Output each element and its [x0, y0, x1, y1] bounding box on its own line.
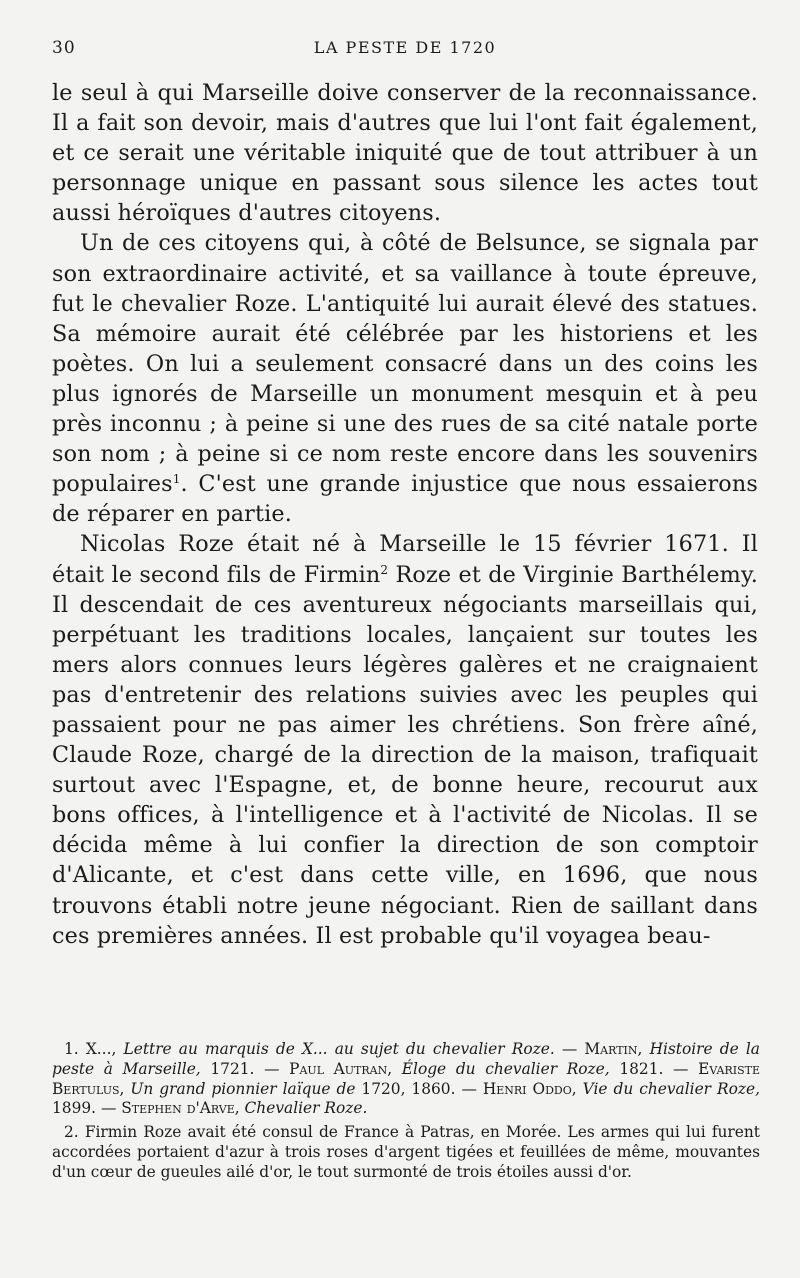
paragraph-2: Un de ces citoyens qui, à côté de Belsunce, se signala par son extraordinaire activité, et sa vaillance à toute épreuve, fut le chevalier Roze. L'antiquité lui aurait élevé des statues. Sa mémoire aurait été célébrée par les historiens et les poètes. On lui a seulement consacré dans un des coins les plus ignorés de Marseille un monument mesquin et à peu près inconnu ; à peine si une des rues de sa cité natale porte son nom ; à peine si ce nom reste encore dans les souvenirs populaires$^1$. C'est une grande injustice que nous essaierons de réparer en partie. [52, 230, 758, 528]
running-head [52, 34, 758, 64]
footnote-ref-2[interactable]: 2 [380, 562, 389, 577]
body-text [52, 78, 758, 951]
footnote-1: 1. X..., Lettre au marquis de X... au sujet du chevalier Roze. — Martin, Histoire de la peste à Marseille, 1721. — Paul Autran, Éloge du chevalier Roze, 1821. — Evariste Bertulus, Un grand pionnier laïque de 1720, 1860. — Henri Oddo, Vie du chevalier Roze, 1899. — Stephen d'Arve, Chevalier Roze. [52, 1040, 760, 1118]
page-number: 30 [52, 38, 76, 58]
footnotes [52, 1040, 760, 1187]
footnote-2: 2. Firmin Roze avait été consul de France à Patras, en Morée. Les armes qui lui furent accordées portaient d'azur à trois roses d'argent tigées et feuillées de même, mouvantes d'un cœur de gueules ailé d'or, le tout surmonté de trois étoiles aussi d'or. [52, 1123, 760, 1181]
paragraph-3: Nicolas Roze était né à Marseille le 15 février 1671. Il était le second fils de Firmin$^2$ Roze et de Virginie Barthélemy. Il descendait de ces aventureux négociants marseillais qui, perpétuant les traditions locales, lançaient sur toutes les mers alors connues leurs légères galères et ne craignaient pas d'entretenir des relations suivies avec les peuples qui passaient pour ne pas aimer les chrétiens. Son frère aîné, Claude Roze, chargé de la direction de la maison, trafiquait surtout avec l'Espagne, et, de bonne heure, recourut aux bons offices, à l'intelligence et à l'activité de Nicolas. Il se décida même à lui confier la direction de son comptoir d'Alicante, et c'est dans cette ville, en 1696, que nous trouvons établi notre jeune négociant. Rien de saillant dans ces premières années. Il est probable qu'il voyagea beau- [52, 531, 758, 949]
paragraph-1: le seul à qui Marseille doive conserver de la reconnaissance. Il a fait son devoir, mais d'autres que lui l'ont fait également, et ce serait une véritable iniquité que de tout attribuer à un personnage unique en passant sous silence les actes tout aussi héroïques d'autres citoyens. [52, 80, 758, 227]
footnote-ref-1[interactable]: 1 [172, 472, 181, 487]
running-title: LA PESTE DE 1720 [313, 38, 497, 57]
